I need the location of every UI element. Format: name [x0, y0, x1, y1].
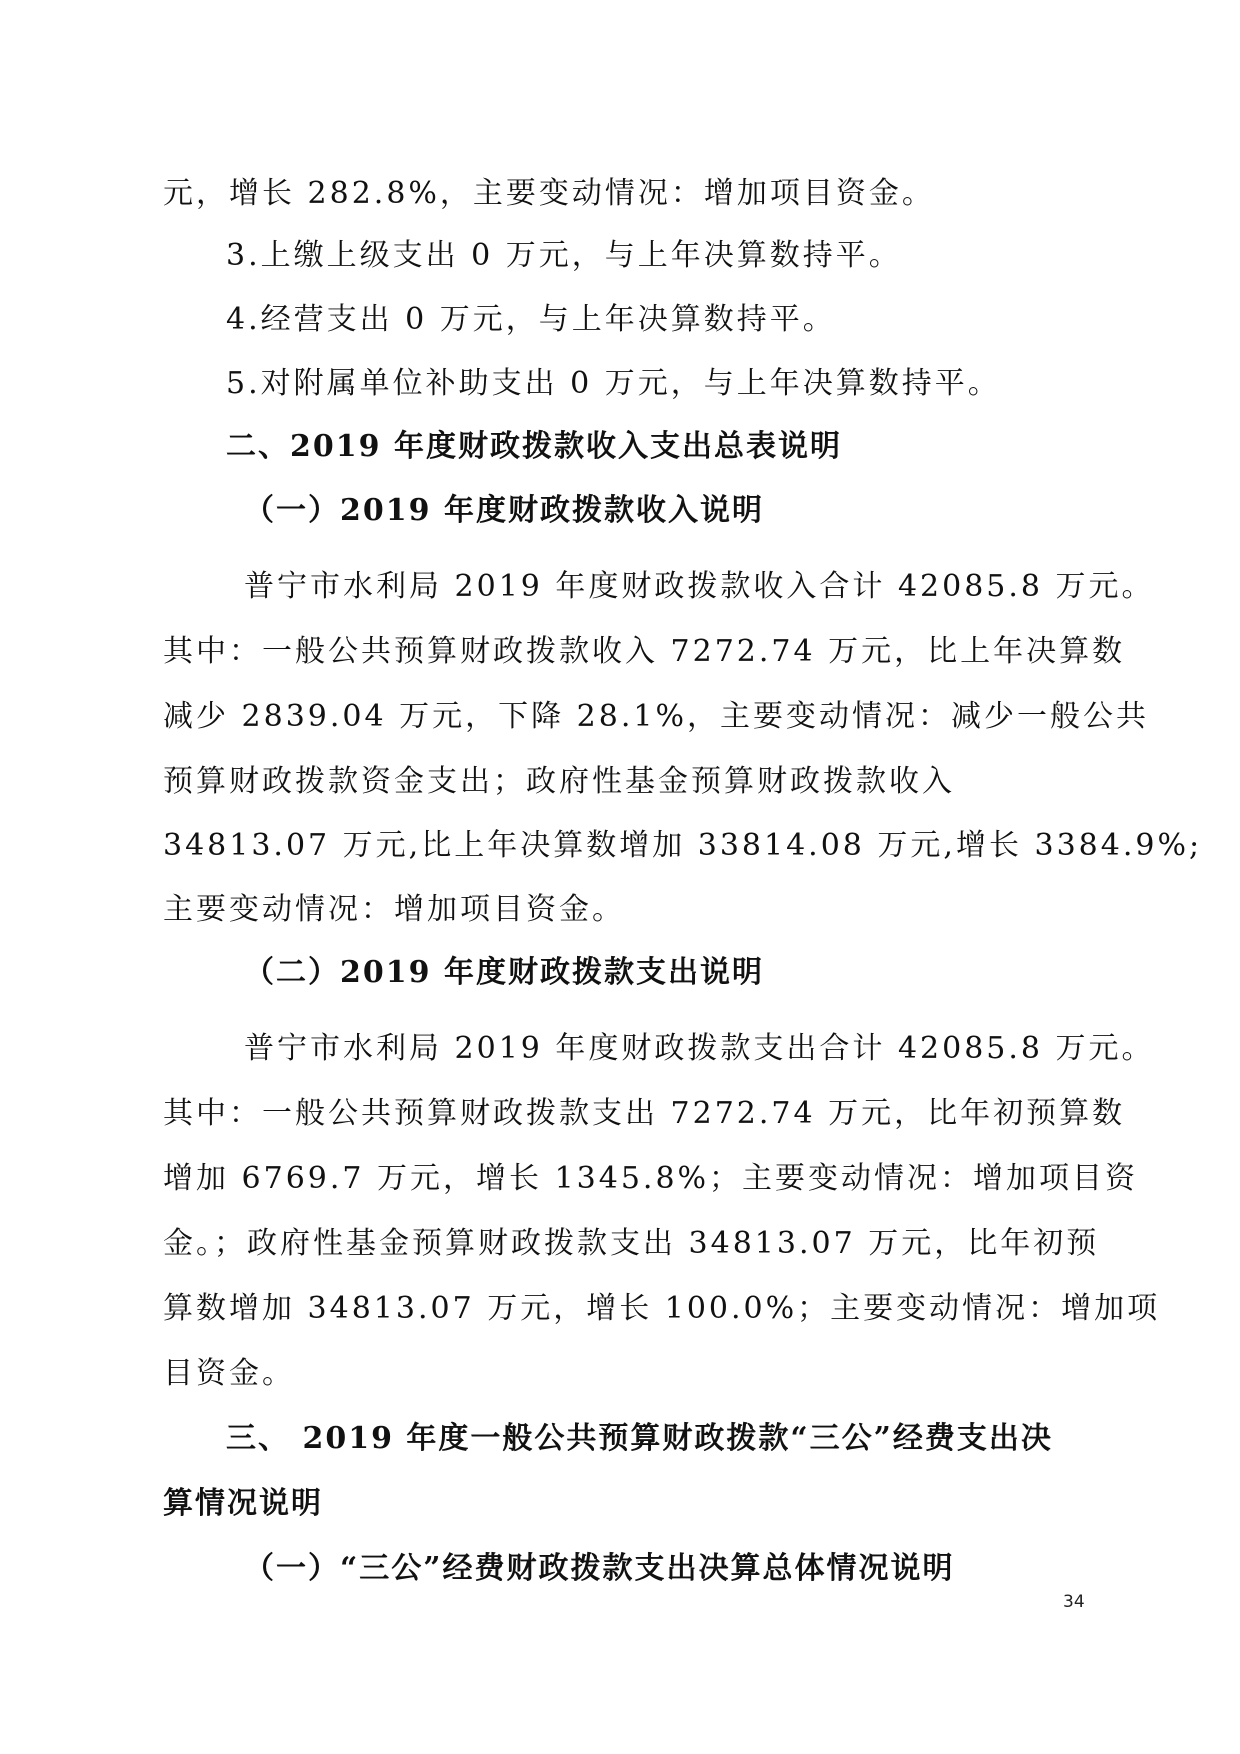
list-item: 3.上缴上级支出 0 万元，与上年决算数持平。 — [226, 238, 902, 273]
subsection-heading: （一）“三公”经费财政拨款支出决算总体情况说明 — [244, 1551, 955, 1586]
paragraph-line: 目资金。 — [163, 1356, 295, 1391]
page-number: 34 — [1063, 1592, 1085, 1612]
paragraph-line: 34813.07 万元,比上年决算数增加 33814.08 万元,增长 3384.9%; — [163, 828, 1203, 863]
paragraph-line: 普宁市水利局 2019 年度财政拨款收入合计 42085.8 万元。 — [244, 569, 1155, 604]
paragraph-line: 金。；政府性基金预算财政拨款支出 34813.07 万元，比年初预 — [163, 1226, 1100, 1261]
paragraph-line: 元，增长 282.8%，主要变动情况：增加项目资金。 — [163, 176, 935, 211]
paragraph-line: 预算财政拨款资金支出；政府性基金预算财政拨款收入 — [163, 764, 955, 799]
subsection-heading: （二）2019 年度财政拨款支出说明 — [244, 955, 764, 990]
section-heading: 二、2019 年度财政拨款收入支出总表说明 — [226, 429, 842, 464]
paragraph-line: 算数增加 34813.07 万元，增长 100.0%；主要变动情况：增加项 — [163, 1291, 1161, 1326]
list-item: 5.对附属单位补助支出 0 万元，与上年决算数持平。 — [226, 366, 1001, 401]
subsection-heading: （一）2019 年度财政拨款收入说明 — [244, 493, 764, 528]
paragraph-line: 其中：一般公共预算财政拨款收入 7272.74 万元，比上年决算数 — [163, 634, 1126, 669]
list-item: 4.经营支出 0 万元，与上年决算数持平。 — [226, 302, 836, 337]
paragraph-line: 普宁市水利局 2019 年度财政拨款支出合计 42085.8 万元。 — [244, 1031, 1155, 1066]
paragraph-line: 其中：一般公共预算财政拨款支出 7272.74 万元，比年初预算数 — [163, 1096, 1126, 1131]
section-heading-continued: 算情况说明 — [163, 1486, 323, 1521]
paragraph-line: 主要变动情况：增加项目资金。 — [163, 892, 625, 927]
paragraph-line: 减少 2839.04 万元，下降 28.1%，主要变动情况：减少一般公共 — [163, 699, 1149, 734]
section-heading: 三、 2019 年度一般公共预算财政拨款“三公”经费支出决 — [226, 1421, 1053, 1456]
paragraph-line: 增加 6769.7 万元，增长 1345.8%；主要变动情况：增加项目资 — [163, 1161, 1139, 1196]
